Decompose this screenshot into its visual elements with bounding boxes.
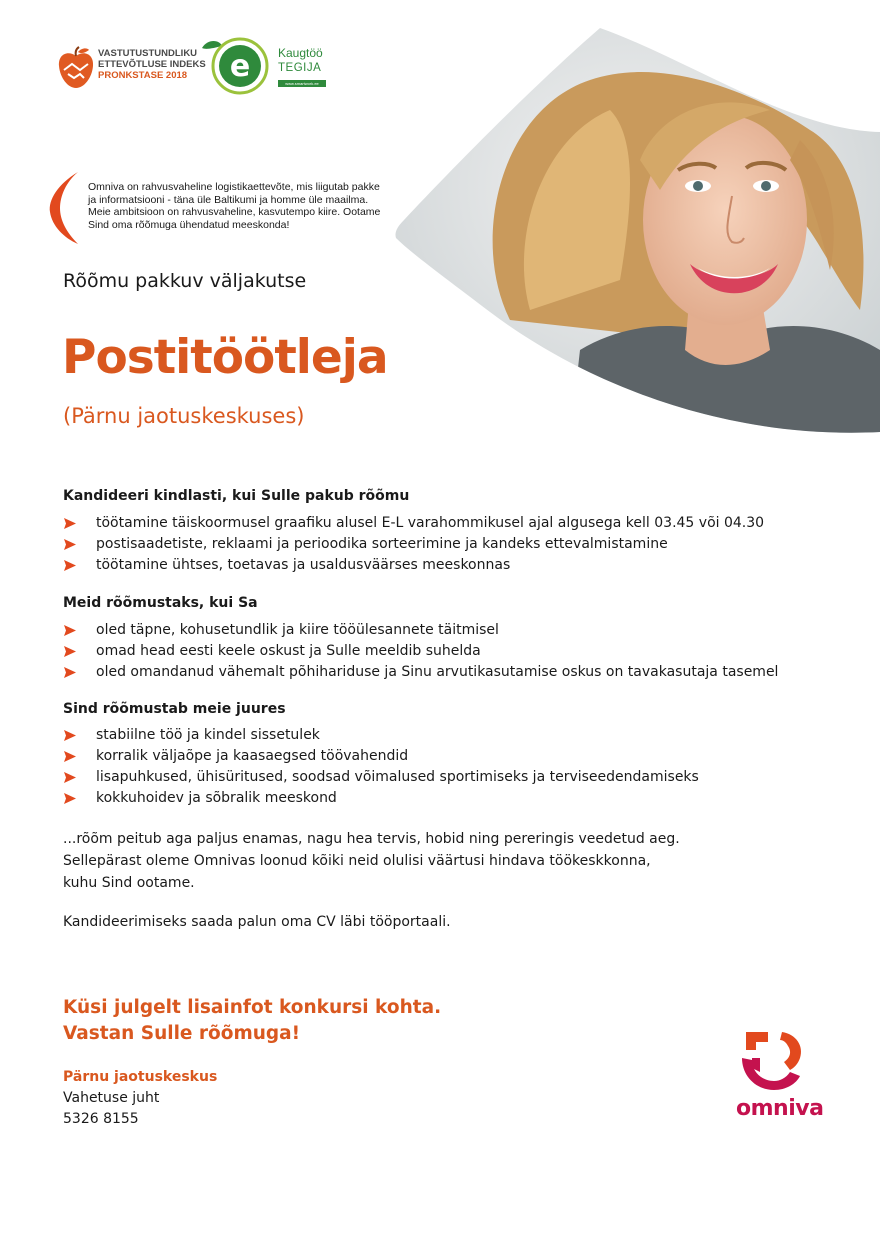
cta-line-1: Küsi julgelt lisainfot konkursi kohta. (63, 997, 442, 1018)
kaugtoo-logo-line2: TEGIJA (278, 62, 322, 74)
closing-line-2: Sellepärast oleme Omnivas loonud kõiki neid olulisi väärtusi hindava töökeskkonna, (63, 853, 651, 869)
cta-line-2: Vastan Sulle rõõmuga! (63, 1023, 301, 1044)
closing-line-3: kuhu Sind ootame. (63, 875, 195, 891)
list-item (63, 767, 699, 788)
contact-role: Vahetuse juht (63, 1090, 160, 1106)
list-item-text: omad head eesti keele oskust ja Sulle meeldib suhelda (96, 643, 481, 659)
list-item (63, 620, 778, 641)
list-item (63, 746, 699, 767)
list-item-text: töötamine täiskoormusel graafiku alusel E-L varahommikusel ajal algusega kell 03.45 või 04.30 (96, 515, 765, 531)
omniva-mark-icon (738, 1028, 808, 1094)
kaugtoo-logo-line1: Kaugtöö (278, 46, 323, 60)
list-item-text: lisapuhkused, ühisüritused, soodsad võimalused sportimiseks ja terviseedendamiseks (96, 769, 699, 785)
svg-text:e: e (229, 49, 251, 84)
kaugtoo-logo-url: www.smartwork.ee (278, 80, 326, 87)
job-location: (Pärnu jaotuskeskuses) (63, 404, 305, 428)
arrow-bullet-icon (63, 559, 77, 572)
arrow-bullet-icon (63, 624, 77, 637)
orange-arc-accent (48, 170, 82, 246)
kicker-text: Rõõmu pakkuv väljakutse (63, 270, 307, 292)
kaugtoo-tegija-logo (198, 34, 338, 96)
arrow-bullet-icon (63, 750, 77, 763)
list-item-text: oled omandanud vähemalt põhihariduse ja Sinu arvutikasutamise oskus on tavakasutaja tasemel (96, 664, 779, 680)
index-logo-text (98, 48, 206, 81)
list-item-text: korralik väljaõpe ja kaasaegsed töövahendid (96, 748, 409, 764)
section-heading-offer: Kandideeri kindlasti, kui Sulle pakub rõõmu (63, 488, 410, 504)
list-item-text: stabiilne töö ja kindel sissetulek (96, 727, 320, 743)
omniva-logo (736, 1028, 836, 1128)
hero-photo (390, 20, 880, 440)
requirements-list (63, 620, 778, 683)
arrow-bullet-icon (63, 517, 77, 530)
offer-list (63, 513, 764, 576)
list-item (63, 534, 764, 555)
contact-org: Pärnu jaotuskeskus (63, 1069, 218, 1085)
list-item (63, 555, 764, 576)
contact-phone: 5326 8155 (63, 1111, 139, 1127)
list-item (63, 641, 778, 662)
list-item (63, 788, 699, 809)
closing-paragraph (63, 828, 680, 894)
arrow-bullet-icon (63, 666, 77, 679)
arrow-bullet-icon (63, 792, 77, 805)
omniva-wordmark: omniva (736, 1096, 824, 1121)
call-to-action (63, 995, 441, 1047)
list-item (63, 513, 764, 534)
company-intro: Omniva on rahvusvaheline logistikaettevõte, mis liigutab pakke ja informatsiooni - täna üle Baltikumi ja homme üle maailma. Meie ambitsioon on rahvusvaheline, kasvutempo kiire. Ootame Sind oma rõõmuga ühendatud meeskonda! (88, 181, 381, 231)
apply-instruction: Kandideerimiseks saada palun oma CV läbi tööportaali. (63, 914, 451, 930)
list-item-text: kokkuhoidev ja sõbralik meeskond (96, 790, 337, 806)
list-item-text: oled täpne, kohusetundlik ja kiire tööülesannete täitmisel (96, 622, 499, 638)
closing-line-1: ...rõõm peitub aga paljus enamas, nagu hea tervis, hobid ning pereringis veedetud aeg. (63, 831, 680, 847)
arrow-bullet-icon (63, 538, 77, 551)
arrow-bullet-icon (63, 645, 77, 658)
apple-handshake-icon (58, 46, 94, 92)
section-heading-requirements: Meid rõõmustaks, kui Sa (63, 595, 258, 611)
job-title: Postitöötleja (62, 330, 388, 385)
index-logo-line3: PRONKSTASE 2018 (98, 70, 188, 81)
index-logo-line2: ETTEVÕTLUSE INDEKS (98, 59, 206, 70)
responsibility-index-logo (58, 46, 208, 94)
index-logo-line1: VASTUTUSTUNDLIKU (98, 48, 198, 59)
list-item-text: postisaadetiste, reklaami ja perioodika sorteerimine ja kandeks ettevalmistamine (96, 536, 668, 552)
kaugtoo-e-icon (198, 34, 276, 96)
list-item-text: töötamine ühtses, toetavas ja usaldusväärses meeskonnas (96, 557, 511, 573)
arrow-bullet-icon (63, 729, 77, 742)
benefits-list (63, 725, 699, 809)
contact-block (63, 1067, 217, 1130)
arrow-bullet-icon (63, 771, 77, 784)
list-item (63, 725, 699, 746)
section-heading-benefits: Sind rõõmustab meie juures (63, 701, 286, 717)
list-item (63, 662, 778, 683)
